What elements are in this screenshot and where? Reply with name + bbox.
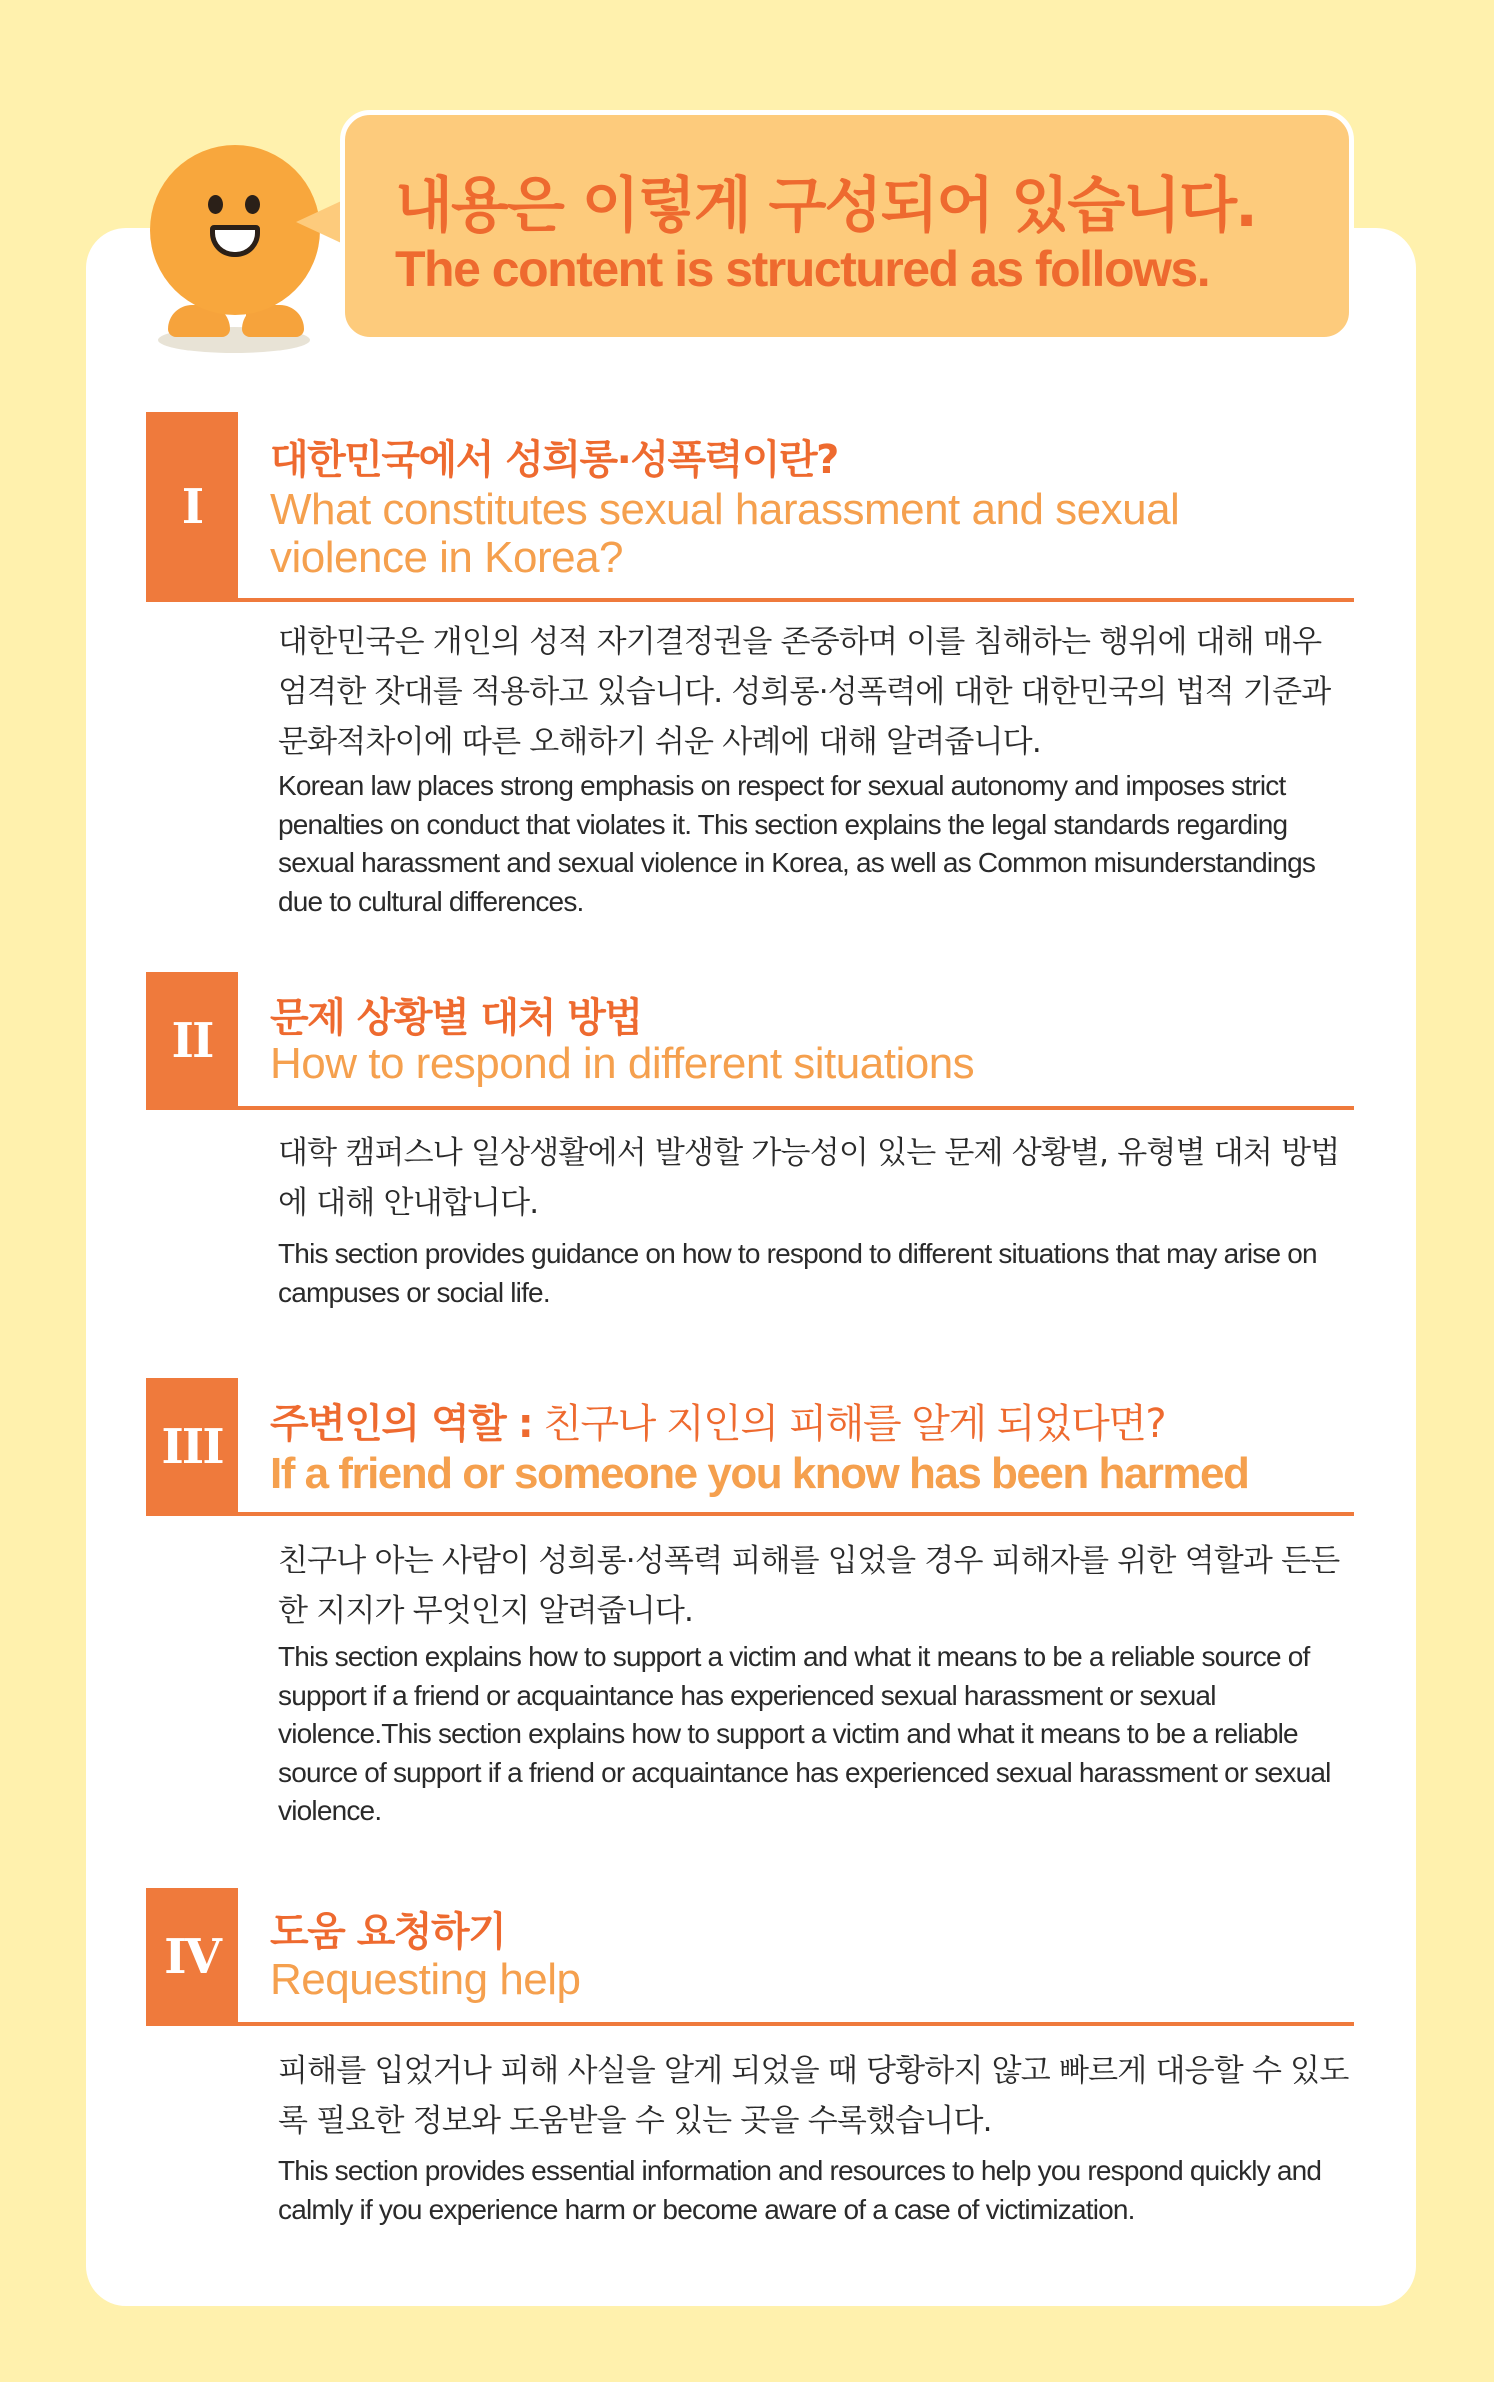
mascot-eye-icon — [208, 195, 223, 214]
section-number-badge: III — [146, 1378, 238, 1516]
section-description-ko: 피해를 입었거나 피해 사실을 알게 되었을 때 당황하지 않고 빠르게 대응할 수 있도록 필요한 정보와 도움받을 수 있는 곳을 수록했습니다. — [278, 2053, 1349, 2139]
section-description-ko: 대한민국은 개인의 성적 자기결정권을 존중하며 이를 침해하는 행위에 대해 매우 엄격한 잣대를 적용하고 있습니다. 성희롱·성폭력에 대한 대한민국의 법적 기준과 문화적차이에 따른 오해하기 쉬운 사례에 대해 알려줍니다. — [278, 624, 1331, 760]
section-description-en: This section provides essential information and resources to help you respond quickly and calmly if you experience harm or become aware of a case of victimization. — [278, 2155, 1322, 2225]
mascot-eye-icon — [245, 195, 260, 214]
section-title-ko-suffix: 친구나 지인의 피해를 알게 되었다면? — [532, 1401, 1166, 1447]
section-divider — [146, 1106, 1354, 1110]
section-title-en: If a friend or someone you know has been harmed — [270, 1449, 1249, 1498]
section-title-ko-text: 대한민국에서 성희롱·성폭력이란? — [270, 437, 838, 483]
section-title-ko — [270, 1392, 1165, 1449]
page-title-ko: 내용은 이렇게 구성되어 있습니다. — [395, 171, 1256, 241]
section-title-en: Requesting help — [270, 1955, 581, 2004]
section-title-ko — [270, 428, 838, 485]
section-description-en: This section provides guidance on how to respond to different situations that may arise on campuses or social life. — [278, 1238, 1317, 1308]
section-number-badge: II — [146, 972, 238, 1110]
section-description-en: Korean law places strong emphasis on respect for sexual autonomy and imposes strict penalties on conduct that violates it. This section explains the legal standards regarding sexual harassment and sexual violence in Korea, as well as Common misunderstandings due to cultural differences. — [278, 770, 1316, 917]
section-number-badge: IV — [146, 1888, 238, 2026]
section-title-en: What constitutes sexual harassment and sexual violence in Korea? — [270, 485, 1180, 582]
section-title-ko-text: 주변인의 역할 : — [270, 1401, 533, 1447]
mascot-mouth-icon — [210, 225, 260, 257]
section-title-ko-text: 문제 상황별 대처 방법 — [270, 995, 642, 1041]
section-description-ko: 대학 캠퍼스나 일상생활에서 발생할 가능성이 있는 문제 상황별, 유형별 대처 방법에 대해 안내합니다. — [278, 1135, 1340, 1221]
section-divider — [146, 598, 1354, 602]
section-title-en: How to respond in different situations — [270, 1039, 975, 1088]
page-title-en: The content is structured as follows. — [395, 241, 1210, 297]
mascot-icon — [150, 145, 320, 315]
section-number-badge: I — [146, 412, 238, 602]
section-description-ko: 친구나 아는 사람이 성희롱·성폭력 피해를 입었을 경우 피해자를 위한 역할과 든든한 지지가 무엇인지 알려줍니다. — [278, 1543, 1340, 1629]
section-description-en: This section explains how to support a victim and what it means to be a reliable source of support if a friend or acquaintance has experienced sexual harassment or sexual violence.This section explains how to support a victim and what it means to be a reliable source of support if a friend or acquaintance has experienced sexual harassment or sexual violence. — [278, 1641, 1331, 1826]
section-title-ko-text: 도움 요청하기 — [270, 1909, 506, 1955]
section-divider — [146, 1512, 1354, 1516]
section-title-ko — [270, 1900, 505, 1957]
section-title-ko — [270, 986, 642, 1043]
section-divider — [146, 2022, 1354, 2026]
